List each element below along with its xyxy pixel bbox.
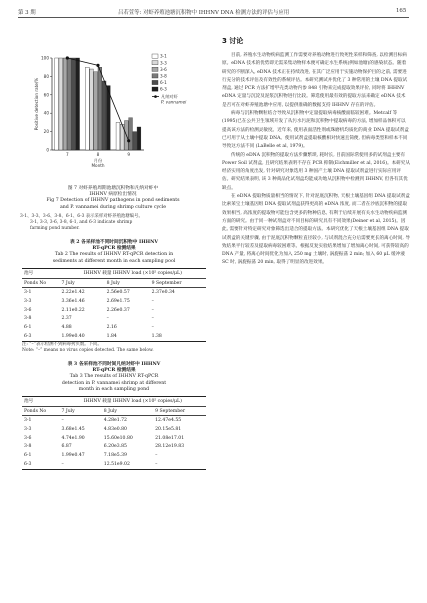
value-cell: –	[151, 324, 154, 330]
value-cell: 2.16	[106, 324, 117, 330]
pond-cell: 3-3	[24, 298, 32, 304]
value-cell: –	[153, 460, 206, 469]
value-cell: 4.88	[61, 324, 72, 330]
figure-note	[20, 214, 208, 232]
table3-load-header: IHHNV 载量 IHHNV load (×10⁵ copies/μL)	[60, 397, 207, 407]
legend-line-label-cn: 凡纳对虾	[161, 94, 178, 100]
legend-swatch	[152, 61, 158, 65]
y-tick-label: 60	[43, 92, 49, 98]
section-heading: 3 讨论	[222, 37, 244, 45]
x-axis-label-cn: 月份	[93, 158, 103, 163]
pond-cell: 3-1	[24, 418, 32, 424]
table-row	[22, 306, 206, 315]
pond-cell: 3-6	[24, 435, 32, 441]
bar-chart	[30, 46, 198, 184]
bar	[129, 118, 133, 150]
journal-issue: 第 3 期	[18, 10, 36, 16]
table2-col0: 池号	[22, 269, 60, 279]
table3-month: 7 July	[60, 406, 102, 416]
table2-title-cn-2: RT-qPCR 检测结果	[92, 246, 136, 252]
table2-month: 9 September	[150, 278, 206, 288]
table3	[22, 396, 206, 470]
value-cell: 2.22e1.42	[61, 290, 85, 296]
value-cell: 4.74e1.90	[61, 435, 85, 441]
pond-cell: 3-3	[24, 426, 32, 432]
bar	[55, 58, 59, 150]
table3-month: 8 July	[102, 406, 153, 416]
running-title: 吕若萱等: 对虾养殖池塘沉积物中 IHHNV DNA 检测方法的评估与应用	[118, 10, 290, 16]
table-row	[22, 442, 206, 451]
table3-title	[20, 362, 208, 393]
table3-col0: 池号	[22, 397, 60, 407]
bar	[90, 69, 94, 150]
paragraph: 目前, 养殖水生动物疾病监测工作需要对养殖动物进行致死性采样和筛查, 以检测目标病原。eDNA 技术的优势即无需采集动物样本便可确定水生系统(例如池塘)的感染状态。随着研究的不断深入, eDNA 技术正在持续改进, 在其广泛应用于实施动物保护目的之前, 需要进行充分的技术评估及有效性的系统评估。本研究测试并优化了 3 种常用的土壤 DNA 提取试剂盒, 通过 PCR 方法扩增甲壳类动物内参 848 引物来完成提取效果评价, 同时将 IHHNV eDNA 定量与沉淀及泥浆沉积物进行比较。筛选使用最有效的提取方法来确定 eDNA 技术是否可在对虾养殖池塘中应用, 以提供准确的数据支持 IHHNV 存在的评估。	[222, 53, 408, 108]
value-cell: 3.36e1.46	[61, 298, 85, 304]
bar	[98, 67, 102, 150]
value-cell: 2.26e0.37	[106, 307, 130, 313]
value-cell: 2.56e0.57	[106, 290, 130, 296]
x-axis-label-en: Month	[91, 163, 105, 168]
value-cell: –	[151, 307, 154, 313]
table-row	[22, 332, 206, 341]
value-cell: 15.60e10.80	[103, 435, 133, 441]
figure-note-en-1: 3-1, 3-3, 3-6, 3-8, 6-1, and 6-3 indicate shrimp	[30, 220, 133, 225]
value-cell: –	[61, 418, 64, 424]
line-point	[66, 56, 69, 59]
figure-note-en-2: farming pond number.	[30, 226, 80, 231]
value-cell: 12.51e9.02	[102, 460, 153, 469]
table2-title	[20, 240, 208, 265]
table2	[22, 268, 206, 342]
table3-title-cn: 表 3 各采样池不同时间凡纳对虾中 IHHNV	[67, 362, 161, 367]
table3-title-en-3: month in each sampling pond	[78, 386, 150, 392]
legend-label: 6-3	[160, 86, 167, 92]
header-rule	[18, 17, 409, 18]
value-cell: –	[155, 452, 158, 458]
value-cell: 7.18e5.39	[103, 452, 127, 458]
y-tick-label: 100	[41, 55, 49, 61]
table3-title-en-1: Tab 3 The results of IHHNV RT-qPCR	[69, 374, 159, 380]
legend-label: 3-8	[160, 73, 167, 79]
caption-en-2: and P. vannamei during shrimp culture cycle	[59, 204, 167, 210]
value-cell: 2.37	[61, 316, 72, 322]
line-point	[96, 64, 99, 67]
pond-cell: 6-1	[24, 452, 32, 458]
value-cell: –	[151, 298, 154, 304]
table2-title-en-1: Tab 2 The results of IHHNV RT-qPCR detection in	[54, 252, 174, 258]
table-row	[22, 297, 206, 306]
table-row	[22, 451, 206, 460]
page-number: 165	[396, 8, 407, 14]
table2-note-en: Note: “–” means no virus copies detected. The same below.	[22, 348, 154, 353]
pond-cell: 3-1	[24, 290, 32, 296]
value-cell: 6.87	[61, 444, 72, 450]
value-cell: 4.28e1.72	[103, 418, 127, 424]
value-cell: 28.12e19.83	[155, 444, 185, 450]
table-row	[22, 425, 206, 434]
value-cell: 4.83e0.80	[103, 426, 127, 432]
value-cell: –	[151, 316, 154, 322]
table3-month: 9 September	[153, 406, 206, 416]
value-cell: 21.08e17.01	[155, 435, 185, 441]
table-row	[22, 434, 206, 443]
paragraph: 传统的 eDNA 沉积物的提取方法步骤繁琐, 耗时长, 目前国际常使用多的试剂盒主要有 Power Soil 试剂盒, 且研究结果表明不存在 PCR 抑制(Eichmiller et al, 2016)。本研究从经济实用的角度出发, 针对研究对象选用 3 种国产土壤 DNA 提取试剂盒进行实际应用评估。研究结果表明, 该 3 种商品化试剂盒均能成功地从沉积物中检测到 IHHNV, 但各有其优缺点。	[222, 152, 410, 191]
bar	[67, 58, 71, 150]
bar	[72, 58, 76, 150]
table2-load-header: IHHNV 载量 IHHNV load (×10⁵ copies/μL)	[60, 269, 207, 279]
bar	[85, 67, 89, 150]
legend-line-label-en: P. vannamei	[161, 99, 187, 105]
legend-swatch	[152, 80, 158, 84]
caption-en-1: Fig 7 Detection of IHHNV pathogens in pond sediments	[46, 198, 180, 204]
value-cell: 20.15e5.81	[155, 426, 182, 432]
table2-title-en-2: sediments at different month in each sampling pool	[52, 258, 176, 264]
table-row	[22, 288, 206, 297]
pond-cell: 6-1	[24, 324, 32, 330]
value-cell: 1.84	[105, 332, 150, 341]
caption-cn: 图 7 对虾养殖周期池塘沉积物和凡纳对虾中	[67, 186, 159, 191]
legend-swatch	[152, 54, 158, 58]
figure-caption	[20, 186, 206, 211]
legend-label: 3-1	[160, 53, 167, 59]
bar	[94, 72, 98, 150]
value-cell: 1.99e0.40	[60, 332, 105, 341]
pond-cell: 6-3	[22, 460, 60, 469]
table3-col0-en: Ponds No	[22, 406, 60, 416]
bar	[63, 58, 67, 150]
value-cell: 6.20e3.85	[103, 444, 127, 450]
bar	[106, 86, 110, 150]
table2-title-cn: 表 2 各采样池不同时间沉积物中 IHHNV	[69, 240, 159, 245]
bar	[116, 122, 120, 150]
table3-title-en-2: detection in P. vannamei shrimp at different	[61, 380, 167, 386]
bar	[76, 58, 80, 150]
paragraph: 病毒与沉积物颗粒结合导致从沉积物中定量提取病毒核酸面临较困难。Metcalf 等(1995)已在公共卫生领域开发了从污水污泥和沉积物中提取病毒的方法, 增加样品体积可以提高该方法的检测灵敏度。近年来, 使用表面活性剂或珠磨机均质化的商业 DNA 提取试剂盒已可用于从土壤中提取 DNA。使用试剂盒提取核酸相对快速且简便, 但病毒类型和样本不同导致这方法不同 (LaBelle et al, 1979)。	[222, 111, 409, 150]
table3-title-cn-2: RT-qPCR 检测结果	[92, 368, 136, 374]
legend-label: 6-1	[160, 80, 167, 86]
table2-month: 8 July	[105, 278, 150, 288]
table2-col0-en: Ponds No	[22, 278, 60, 288]
value-cell: 2.69e1.75	[106, 298, 130, 304]
figure-note-cn: 3-1、3-3、3-6、3-8、6-1、6-3 表示采样对虾养殖池塘编号。	[20, 214, 143, 219]
legend-swatch	[152, 67, 158, 71]
chart-plot	[34, 54, 187, 168]
legend-label: 3-6	[160, 66, 167, 72]
value-cell: 3.68e1.45	[61, 426, 85, 432]
value-cell: –	[106, 316, 109, 322]
value-cell: 1.38	[150, 332, 206, 341]
caption-cn-2: IHHNV 病原检出情况	[89, 192, 137, 198]
discussion-body	[222, 52, 410, 268]
pond-cell: 3-6	[24, 307, 32, 313]
value-cell: –	[60, 460, 102, 469]
bar	[102, 81, 106, 150]
table2-month: 7 July	[60, 278, 105, 288]
value-cell: 12.47e4.55	[155, 418, 182, 424]
table2-note	[22, 342, 210, 354]
y-tick-label: 80	[43, 73, 49, 79]
legend-swatch	[152, 87, 158, 91]
pond-cell: 3-8	[24, 444, 32, 450]
bar	[133, 132, 137, 150]
y-tick-label: 0	[46, 147, 49, 153]
x-tick-label: 8	[96, 152, 100, 157]
value-cell: 1.99e0.47	[61, 452, 85, 458]
pond-cell: 6-3	[22, 332, 60, 341]
bar	[59, 58, 63, 150]
table-row	[22, 314, 206, 323]
table-row	[22, 323, 206, 332]
legend-marker	[154, 95, 157, 98]
x-tick-label: 7	[65, 152, 69, 157]
legend-swatch	[152, 74, 158, 78]
y-tick-label: 20	[43, 129, 49, 135]
x-tick-label: 9	[127, 152, 131, 157]
value-cell: 2.11e0.22	[61, 307, 85, 313]
bar	[137, 127, 141, 150]
legend-label: 3-3	[160, 60, 167, 66]
line-point	[127, 139, 130, 142]
y-tick-label: 40	[43, 110, 49, 116]
pond-cell: 3-8	[24, 316, 32, 322]
table-row	[22, 416, 206, 425]
y-axis-label: Positive detection rate/%	[34, 77, 39, 131]
paragraph: 在 eDNA 提取物质量相当的情况下, 针对泥底沉积物, 天根土壤基因组 DNA 提取试剂盒比索莱宝土壤基因组 DNA 提取试剂盒获得更高的 eDNA 浓度, 而二者在沙底沉积物的提取效果相当, 高浓度的提取物可能包含更多的物种信息, 有利于后续开展有关水生动物疾病监测方面的研究。由于同一种试剂盒对不同目标的研究具有不同效果(Deiner et al, 2015)。因此, 需要针对特定研究对象筛选出适合的提取方法。本研究优化了天根土壤基因组 DNA 提取试剂盒的关键步骤, 由于泥底沉积物颗粒直径较小, 与试剂混合充分后需要更长的离心时间, 导致结果平行较差及提取病毒较困难等。根据反复实验结果增加了增加离心时间, 可获得较高的 DNA 产量, 将离心时间优化为加入 250 mg 土壤时, 涡旋振荡 2 min; 加入 60 μL 缓冲液 SC 时, 涡旋振荡 20 min, 取得了明显的改进效果。	[222, 194, 410, 266]
table2-note-cn: 注: “–”表示检测不到病毒拷贝数。下同。	[22, 342, 102, 347]
value-cell: 2.37e0.34	[151, 290, 175, 296]
table-row	[22, 460, 206, 469]
